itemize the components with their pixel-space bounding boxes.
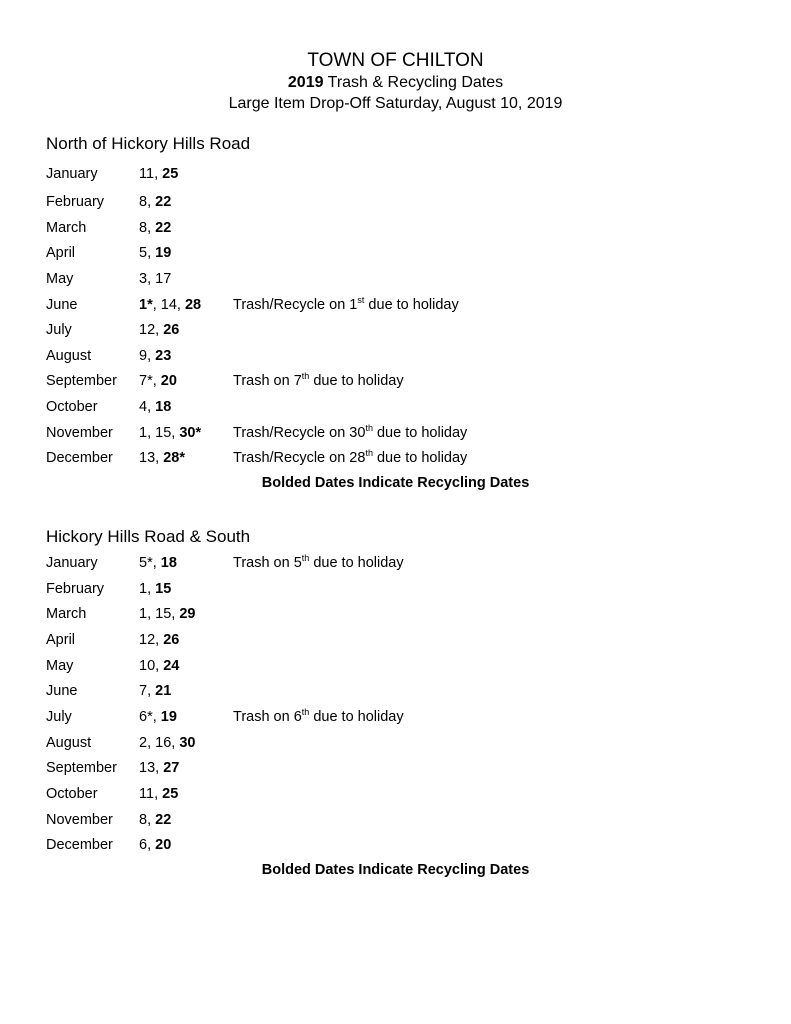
trash-date: 1 (139, 606, 148, 622)
trash-date: 4 (139, 399, 148, 415)
month-label: April (46, 245, 76, 261)
month-label: May (46, 658, 74, 674)
trash-date: 5 (139, 245, 148, 261)
holiday-note-suffix: due to holiday (309, 373, 404, 389)
pickup-dates: 1, 15 (139, 581, 172, 597)
month-label: November (46, 425, 113, 441)
pickup-dates: 6*, 19 (139, 709, 177, 725)
month-label: July (46, 709, 72, 725)
trash-date: 11 (139, 786, 155, 802)
trash-date: 15 (155, 606, 172, 622)
pickup-dates: 2, 16, 30 (139, 735, 196, 751)
schedule-row (46, 553, 746, 573)
trash-date: 7 (139, 683, 148, 699)
recycling-date: 20 (160, 373, 177, 389)
schedule-row (46, 810, 746, 830)
recycling-date: 20 (155, 837, 172, 853)
month-label: October (46, 786, 98, 802)
month-label: June (46, 297, 78, 313)
schedule-row (46, 423, 746, 443)
pickup-dates: 11, 25 (139, 786, 179, 802)
holiday-note-text: Trash on 7 (233, 373, 302, 389)
schedule-row (46, 192, 746, 212)
schedule-row (46, 397, 746, 417)
pickup-dates: 13, 28* (139, 450, 185, 466)
holiday-note (233, 295, 459, 315)
trash-date: 8 (139, 812, 148, 828)
schedule-subtitle (0, 72, 791, 93)
schedule-row (46, 656, 746, 676)
schedule-row (46, 448, 746, 468)
schedule-row (46, 758, 746, 778)
month-label: March (46, 606, 87, 622)
recycling-date: 18 (160, 555, 177, 571)
recycling-date: 22 (155, 220, 172, 236)
section-title-north: North of Hickory Hills Road (46, 134, 251, 153)
schedule-row (46, 295, 746, 315)
schedule-row (46, 346, 746, 366)
pickup-dates: 5*, 18 (139, 555, 177, 571)
pickup-dates: 8, 22 (139, 194, 172, 210)
pickup-dates: 5, 19 (139, 245, 172, 261)
recycling-date: 27 (163, 760, 180, 776)
month-label: November (46, 812, 113, 828)
holiday-note (233, 707, 404, 727)
schedule-row (46, 835, 746, 855)
large-item-dropoff: Large Item Drop-Off Saturday, August 10, 2019 (228, 95, 563, 112)
pickup-dates: 10, 24 (139, 658, 180, 674)
trash-date: 12 (139, 322, 156, 338)
schedule-row (46, 579, 746, 599)
recycling-date: 1* (139, 297, 153, 313)
schedule-row (46, 269, 746, 289)
pickup-dates: 12, 26 (139, 322, 180, 338)
holiday-note-suffix: due to holiday (364, 297, 459, 313)
month-label: May (46, 271, 74, 287)
trash-date: 15 (155, 425, 172, 441)
holiday-note-suffix: due to holiday (309, 555, 404, 571)
pickup-dates: 4, 18 (139, 399, 172, 415)
month-label: January (46, 555, 98, 571)
holiday-note-text: Trash/Recycle on 28 (233, 450, 366, 466)
holiday-note-suffix: due to holiday (309, 709, 404, 725)
month-label: September (46, 760, 117, 776)
trash-date: 6* (139, 709, 153, 725)
pickup-dates: 1*, 14, 28 (139, 297, 202, 313)
month-label: December (46, 450, 113, 466)
pickup-dates: 12, 26 (139, 632, 180, 648)
holiday-note (233, 553, 404, 573)
legend-south: Bolded Dates Indicate Recycling Dates (261, 862, 530, 878)
pickup-dates: 1, 15, 30* (139, 425, 202, 441)
pickup-dates: 11, 25 (139, 166, 179, 182)
pickup-dates: 6, 20 (139, 837, 172, 853)
holiday-note-suffix: due to holiday (372, 425, 468, 441)
trash-date: 17 (155, 271, 172, 287)
holiday-note-text: Trash/Recycle on 30 (233, 425, 366, 441)
recycling-date: 25 (162, 786, 179, 802)
month-label: February (46, 581, 105, 597)
pickup-dates: 1, 15, 29 (139, 606, 196, 622)
recycling-date: 30 (179, 735, 196, 751)
recycling-date: 29 (179, 606, 196, 622)
month-label: October (46, 399, 98, 415)
recycling-date: 19 (155, 245, 172, 261)
trash-date: 13 (139, 760, 156, 776)
recycling-date: 26 (163, 322, 180, 338)
recycling-date: 22 (155, 812, 172, 828)
schedule-row (46, 630, 746, 650)
schedule-row (46, 218, 746, 238)
trash-date: 8 (139, 194, 148, 210)
month-label: March (46, 220, 87, 236)
holiday-note-ordinal: th (301, 371, 310, 382)
recycling-date: 28* (163, 450, 185, 466)
trash-date: 6 (139, 837, 148, 853)
trash-date: 12 (139, 632, 156, 648)
schedule-row (46, 604, 746, 624)
pickup-dates: 7, 21 (139, 683, 172, 699)
trash-date: 7* (139, 373, 153, 389)
holiday-note-text: Trash/Recycle on 1 (233, 297, 358, 313)
month-label: September (46, 373, 117, 389)
holiday-note-ordinal: st (357, 295, 365, 306)
month-label: February (46, 194, 105, 210)
month-label: January (46, 166, 98, 182)
recycling-date: 24 (163, 658, 180, 674)
month-label: July (46, 322, 72, 338)
pickup-dates: 9, 23 (139, 348, 172, 364)
schedule-year: 2019 (287, 74, 324, 91)
trash-date: 5* (139, 555, 153, 571)
pickup-dates: 3, 17 (139, 271, 172, 287)
schedule-row (46, 784, 746, 804)
town-title: TOWN OF CHILTON (307, 50, 484, 71)
trash-date: 16 (155, 735, 172, 751)
trash-date: 10 (139, 658, 156, 674)
trash-date: 9 (139, 348, 148, 364)
recycling-date: 30* (179, 425, 202, 441)
recycling-date: 22 (155, 194, 172, 210)
trash-date: 2 (139, 735, 148, 751)
trash-date: 11 (139, 166, 155, 182)
recycling-date: 21 (155, 683, 172, 699)
recycling-date: 23 (155, 348, 172, 364)
schedule-row (46, 320, 746, 340)
holiday-note-ordinal: th (365, 423, 373, 434)
month-label: December (46, 837, 113, 853)
holiday-note-ordinal: th (301, 707, 310, 718)
document-header (0, 50, 791, 114)
recycling-date: 25 (162, 166, 179, 182)
holiday-note-ordinal: th (365, 448, 373, 459)
holiday-note (233, 423, 467, 443)
month-label: August (46, 348, 92, 364)
recycling-date: 26 (163, 632, 180, 648)
holiday-note-ordinal: th (301, 553, 310, 564)
month-label: August (46, 735, 92, 751)
holiday-note-text: Trash on 5 (233, 555, 302, 571)
pickup-dates: 8, 22 (139, 220, 172, 236)
trash-date: 13 (139, 450, 156, 466)
recycling-date: 18 (155, 399, 172, 415)
month-label: June (46, 683, 78, 699)
pickup-dates: 7*, 20 (139, 373, 177, 389)
holiday-note (233, 448, 467, 468)
recycling-date: 28 (184, 297, 202, 313)
legend-north: Bolded Dates Indicate Recycling Dates (261, 475, 530, 491)
section-title-south: Hickory Hills Road & South (46, 527, 251, 546)
month-label: April (46, 632, 76, 648)
pickup-dates: 13, 27 (139, 760, 180, 776)
schedule-row (46, 371, 746, 391)
schedule-subtitle-text: Trash & Recycling Dates (323, 74, 504, 91)
schedule-row (46, 733, 746, 753)
schedule-row (46, 681, 746, 701)
schedule-row (46, 707, 746, 727)
trash-date: 1 (139, 581, 148, 597)
holiday-note-text: Trash on 6 (233, 709, 302, 725)
trash-date: 1 (139, 425, 148, 441)
recycling-date: 15 (155, 581, 172, 597)
recycling-date: 19 (160, 709, 177, 725)
pickup-dates: 8, 22 (139, 812, 172, 828)
holiday-note (233, 371, 404, 391)
trash-date: 14 (160, 297, 177, 313)
holiday-note-suffix: due to holiday (372, 450, 468, 466)
schedule-row (46, 243, 746, 263)
trash-date: 8 (139, 220, 148, 236)
schedule-row (46, 164, 746, 184)
trash-date: 3 (139, 271, 148, 287)
